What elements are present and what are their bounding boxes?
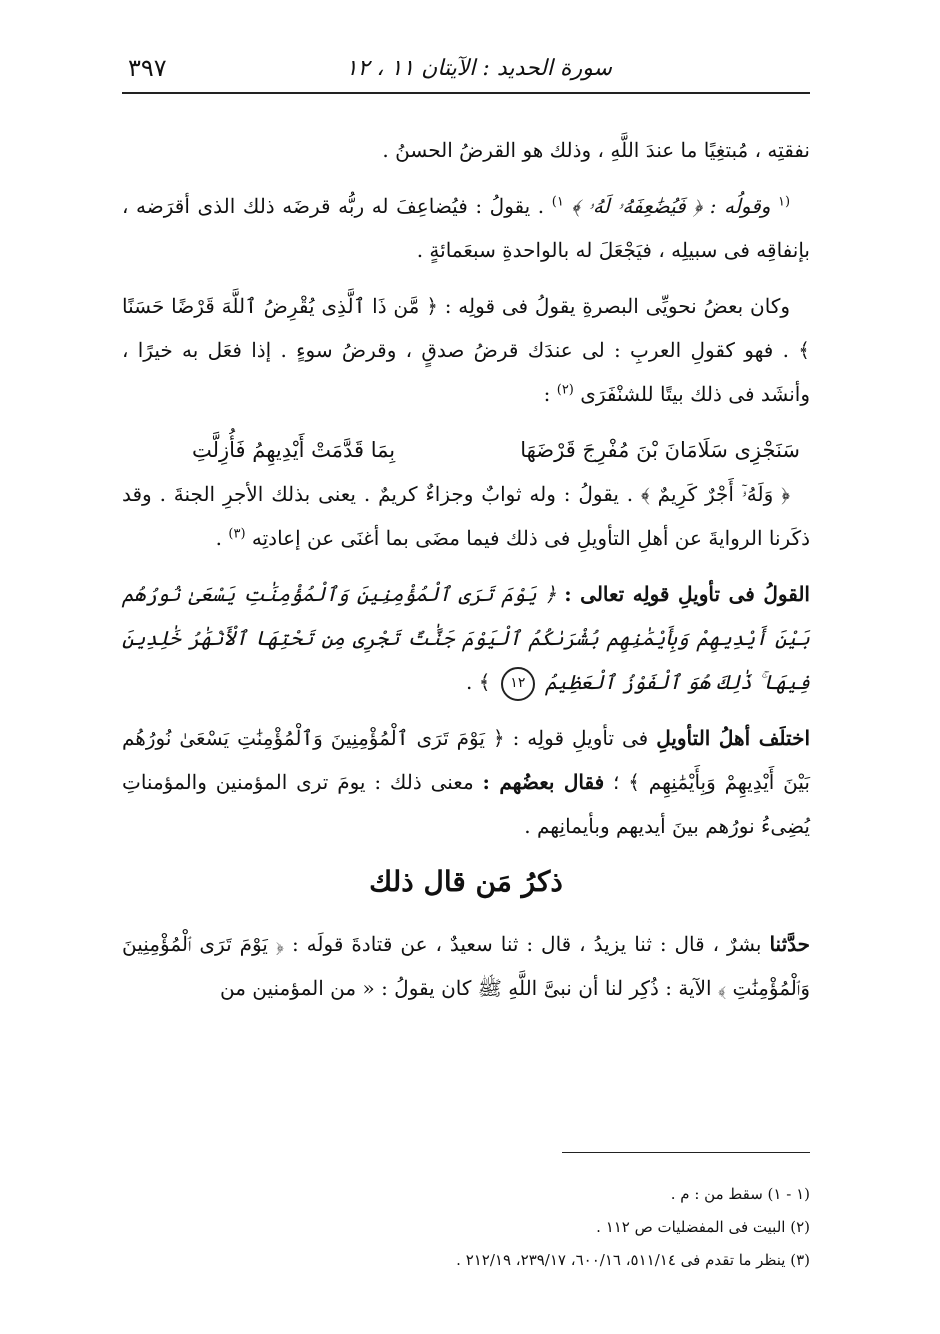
verse-first-hemistich: سَنَجْزِى سَلَامَانَ بْنَ مُفْرِجَ قَرْضَهَا — [520, 438, 800, 462]
paragraph-6-text-b: معنى ذلك : يومَ ترى المؤمنين والمؤمناتِ يُضِىءُ نورُهم بينَ أيديهم وبأيمانِهم . — [122, 770, 810, 838]
footnote-2: (٢) البيت فى المفضليات ص ١١٢ . — [596, 1218, 810, 1236]
quran-verse-close: ﴾ . — [466, 670, 491, 694]
running-title: سورة الحديد : الآيتان ١١ ، ١٢ — [345, 56, 612, 81]
paragraph-6-lead-b: فقال بعضُهم : — [482, 770, 605, 794]
footnote-divider — [562, 1152, 810, 1153]
paragraph-2 — [122, 184, 810, 272]
paragraph-7-lead: حدَّثنا — [769, 932, 811, 956]
paragraph-3 — [122, 284, 810, 416]
footnote-ref-1-open: (١ — [777, 194, 791, 210]
paragraph-1 — [122, 128, 810, 172]
footnote-ref-1-close: ١) — [551, 194, 564, 210]
verse-second-hemistich: بِمَا قَدَّمَتْ أَيْدِيهِمُ فَأُزِلَّتِ — [192, 438, 396, 462]
page-number: ٣٩٧ — [128, 54, 167, 82]
page-header — [122, 44, 810, 94]
footnote-1: (١ - ١) سقط من : م . — [670, 1185, 810, 1203]
quran-verse-12: ﴿ يَوْمَ تَرَى ٱلْمُؤْمِنِينَ وَٱلْمُؤْمِنَٰتِ يَسْعَىٰ نُورُهُم بَيْنَ أَيْدِيهِمْ وَبِأَيْمَٰنِهِم بُشْرَىٰكُمُ ٱلْيَوْمَ جَنَّٰتٌ تَجْرِى مِن تَحْتِهَا ٱلْأَنْهَٰرُ خَٰلِدِينَ فِيهَا ۚ ذَٰلِكَ هُوَ ٱلْفَوْزُ ٱلْعَظِيمُ — [122, 582, 810, 694]
section-lead: القولُ فى تأويلِ قولِه تعالى : — [564, 582, 810, 606]
paragraph-3-colon: : — [543, 382, 551, 406]
paragraph-4-text: ﴿ وَلَهُۥٓ أَجْرٌ كَرِيمٌ ﴾ . يقولُ : وله ثوابٌ وجزاءٌ كريمٌ . يعنى بذلك الأجرِ الجنةَ . وقد ذكَرنا الروايةَ عن أهلِ التأويلِ فى ذلك فيما مضَى بما أغنَى عن إعادتِه — [122, 482, 810, 550]
paragraph-5 — [122, 572, 810, 704]
footnote-3: (٣) ينظر ما تقدم فى ٥١١/١٤، ٦٠٠/١٦، ٢٣٩/١٧، ٢١٢/١٩ . — [456, 1251, 810, 1269]
paragraph-7-text: بشرٌ ، قال : ثنا يزيدُ ، قال : ثنا سعيدٌ ، عن قتادةَ قولَه : ﴿ يَوْمَ تَرَى ٱلْمُؤْمِنِينَ وَٱلْمُؤْمِنَٰتِ ﴾ الآية : ذُكِر لنا أن نبىَّ اللَّهِ ﷺ كان يقولُ : « من المؤمنين من — [122, 932, 810, 1000]
main-text — [122, 128, 810, 1022]
paragraph-7 — [122, 922, 810, 1010]
paragraph-6-text-a: فى تأويلِ قولِه : ﴿ يَوْمَ تَرَى ٱلْمُؤْمِنِينَ وَٱلْمُؤْمِنَٰتِ يَسْعَىٰ نُورُهُم بَيْنَ أَيْدِيهِمْ وَبِأَيْمَٰنِهِم ﴾ ؛ — [122, 726, 811, 794]
paragraph-4 — [122, 472, 810, 560]
footnote-ref-3: (٣) — [228, 526, 246, 542]
paragraph-2-text: . يقولُ : فيُضاعِفَ له ربُّه قرضَه ذلك الذى أقرَضه ، بإنفاقِه فى سبيلِه ، فيَجْعَلَ له بالواحدةِ سبعَمائةٍ . — [122, 194, 810, 262]
paragraph-2-quote: وقولُه : ﴿ فَيُضَٰعِفَهُۥ لَهُۥ ﴾ — [571, 194, 771, 218]
poetry-verse — [192, 428, 800, 472]
footnote-ref-2: (٢) — [556, 382, 574, 398]
paragraph-4-end: . — [215, 526, 223, 550]
ayah-number-marker: ١٢ — [501, 667, 535, 701]
paragraph-6-lead: اختلَف أهلُ التأويلِ — [656, 726, 811, 750]
paragraph-3-text: وكان بعضُ نحويِّى البصرةِ يقولُ فى قولِه : ﴿ مَّن ذَا ٱلَّذِى يُقْرِضُ ٱللَّهَ قَرْضًا حَسَنًا ﴾ . فهو كقولِ العربِ : لى عندَك قرضُ صدقٍ ، وقرضُ سوءٍ . إذا فعَل به خيرًا ، وأنشَد فى ذلك بيتًا للشنْفَرَى — [122, 294, 810, 406]
paragraph-6 — [122, 716, 810, 848]
footnotes — [122, 1178, 810, 1277]
paragraph-1-text: نفقتِه ، مُبتغِيًا ما عندَ اللَّهِ ، وذلك هو القرضُ الحسنُ . — [382, 138, 810, 162]
section-heading: ذكرُ مَن قال ذلك — [369, 865, 563, 898]
